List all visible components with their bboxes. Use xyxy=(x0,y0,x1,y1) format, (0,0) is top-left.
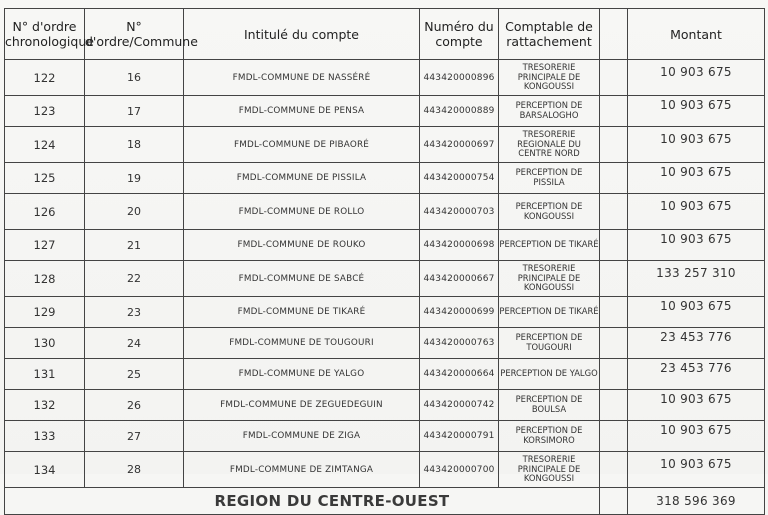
numero-cell: 443420000697 xyxy=(420,127,499,163)
ordre-commune-cell: 24 xyxy=(85,328,184,359)
montant-cell xyxy=(628,60,765,96)
ordre-chronologique-cell: 127 xyxy=(5,230,85,261)
numero-cell: 443420000667 xyxy=(420,261,499,297)
comptable-cell: PERCEPTION DE TIKARÉ xyxy=(499,230,600,261)
table-row xyxy=(5,194,765,230)
region-total-cell: 318 596 369 xyxy=(628,488,765,515)
intitule-cell: FMDL-COMMUNE DE TIKARÉ xyxy=(184,297,420,328)
montant-cell xyxy=(628,328,765,359)
ordre-commune-cell: 20 xyxy=(85,194,184,230)
gap-cell xyxy=(600,328,628,359)
gap-cell xyxy=(600,60,628,96)
comptable-cell: PERCEPTION DE YALGO xyxy=(499,359,600,390)
intitule-cell: FMDL-COMMUNE DE YALGO xyxy=(184,359,420,390)
comptable-cell: PERCEPTION DE KORSIMORO xyxy=(499,421,600,452)
montant-value: 10 903 675 xyxy=(660,131,732,146)
montant-value: 10 903 675 xyxy=(660,299,732,313)
intitule-cell: FMDL-COMMUNE DE SABCÉ xyxy=(184,261,420,297)
ordre-commune-cell: 19 xyxy=(85,163,184,194)
montant-cell xyxy=(628,163,765,194)
region-label-cell xyxy=(5,488,600,515)
montant-cell xyxy=(628,194,765,230)
header-intitule: Intitulé du compte xyxy=(184,9,420,60)
table-row xyxy=(5,421,765,452)
table-row xyxy=(5,96,765,127)
montant-value: 23 453 776 xyxy=(660,330,732,344)
ordre-chronologique-cell: 134 xyxy=(5,452,85,488)
table-row xyxy=(5,163,765,194)
intitule-cell: FMDL-COMMUNE DE ROUKO xyxy=(184,230,420,261)
ordre-chronologique-cell: 131 xyxy=(5,359,85,390)
accounts-table xyxy=(4,8,765,515)
ordre-commune-cell: 26 xyxy=(85,390,184,421)
ordre-chronologique-cell: 125 xyxy=(5,163,85,194)
intitule-cell: FMDL-COMMUNE DE ZIMTANGA xyxy=(184,452,420,488)
gap-cell xyxy=(600,96,628,127)
gap-cell xyxy=(600,194,628,230)
ordre-chronologique-cell: 133 xyxy=(5,421,85,452)
region-total-row xyxy=(5,488,765,515)
montant-cell xyxy=(628,96,765,127)
table-row xyxy=(5,261,765,297)
montant-cell xyxy=(628,127,765,163)
numero-cell: 443420000791 xyxy=(420,421,499,452)
montant-cell xyxy=(628,452,765,488)
region-label: REGION DU CENTRE-OUEST xyxy=(214,492,450,510)
table-body xyxy=(5,60,765,515)
ordre-commune-cell: 27 xyxy=(85,421,184,452)
intitule-cell: FMDL-COMMUNE DE PENSA xyxy=(184,96,420,127)
header-numero: Numéro du compte xyxy=(420,9,499,60)
gap-cell xyxy=(600,452,628,488)
ordre-commune-cell: 17 xyxy=(85,96,184,127)
intitule-cell: FMDL-COMMUNE DE ZEGUEDEGUIN xyxy=(184,390,420,421)
intitule-cell: FMDL-COMMUNE DE ZIGA xyxy=(184,421,420,452)
numero-cell: 443420000889 xyxy=(420,96,499,127)
ordre-chronologique-cell: 132 xyxy=(5,390,85,421)
comptable-cell: PERCEPTION DE KONGOUSSI xyxy=(499,194,600,230)
numero-cell: 443420000754 xyxy=(420,163,499,194)
montant-cell xyxy=(628,297,765,328)
gap-cell xyxy=(600,359,628,390)
ordre-chronologique-cell: 128 xyxy=(5,261,85,297)
ordre-commune-cell: 21 xyxy=(85,230,184,261)
ordre-commune-cell: 16 xyxy=(85,60,184,96)
table-row xyxy=(5,60,765,96)
numero-cell: 443420000664 xyxy=(420,359,499,390)
montant-value: 10 903 675 xyxy=(660,456,732,471)
comptable-cell: PERCEPTION DE BOULSA xyxy=(499,390,600,421)
montant-value: 23 453 776 xyxy=(660,361,732,375)
montant-value: 133 257 310 xyxy=(656,265,736,280)
ordre-commune-cell: 25 xyxy=(85,359,184,390)
montant-cell xyxy=(628,421,765,452)
montant-cell xyxy=(628,390,765,421)
table-row xyxy=(5,127,765,163)
ordre-chronologique-cell: 126 xyxy=(5,194,85,230)
table-row xyxy=(5,328,765,359)
comptable-cell: TRESORERIE PRINCIPALE DE KONGOUSSI xyxy=(499,452,600,488)
intitule-cell: FMDL-COMMUNE DE ROLLO xyxy=(184,194,420,230)
numero-cell: 443420000896 xyxy=(420,60,499,96)
numero-cell: 443420000700 xyxy=(420,452,499,488)
numero-cell: 443420000698 xyxy=(420,230,499,261)
ordre-commune-cell: 23 xyxy=(85,297,184,328)
table-row xyxy=(5,297,765,328)
gap-cell xyxy=(600,421,628,452)
comptable-cell: PERCEPTION DE TIKARÉ xyxy=(499,297,600,328)
montant-cell xyxy=(628,230,765,261)
table-header xyxy=(5,9,765,60)
numero-cell: 443420000742 xyxy=(420,390,499,421)
ordre-chronologique-cell: 124 xyxy=(5,127,85,163)
montant-value: 10 903 675 xyxy=(660,98,732,112)
table-row xyxy=(5,452,765,488)
table-row xyxy=(5,230,765,261)
gap-cell xyxy=(600,390,628,421)
montant-cell xyxy=(628,261,765,297)
comptable-cell: TRESORERIE REGIONALE DU CENTRE NORD xyxy=(499,127,600,163)
numero-cell: 443420000699 xyxy=(420,297,499,328)
gap-cell xyxy=(600,230,628,261)
comptable-cell: TRESORERIE PRINCIPALE DE KONGOUSSI xyxy=(499,60,600,96)
gap-cell xyxy=(600,488,628,515)
montant-value: 10 903 675 xyxy=(660,392,732,406)
ordre-commune-cell: 18 xyxy=(85,127,184,163)
ordre-chronologique-cell: 129 xyxy=(5,297,85,328)
intitule-cell: FMDL-COMMUNE DE PIBAORÉ xyxy=(184,127,420,163)
header-gap xyxy=(600,9,628,60)
header-comptable: Comptable de rattachement xyxy=(499,9,600,60)
comptable-cell: TRESORERIE PRINCIPALE DE KONGOUSSI xyxy=(499,261,600,297)
montant-cell xyxy=(628,359,765,390)
gap-cell xyxy=(600,163,628,194)
header-ordre-commune: N° d'ordre/Commune xyxy=(85,9,184,60)
header-ordre-chronologique: N° d'ordre chronologique xyxy=(5,9,85,60)
gap-cell xyxy=(600,261,628,297)
header-montant: Montant xyxy=(628,9,765,60)
intitule-cell: FMDL-COMMUNE DE PISSILA xyxy=(184,163,420,194)
gap-cell xyxy=(600,297,628,328)
ordre-chronologique-cell: 130 xyxy=(5,328,85,359)
ordre-commune-cell: 22 xyxy=(85,261,184,297)
montant-value: 10 903 675 xyxy=(660,165,732,179)
ordre-chronologique-cell: 123 xyxy=(5,96,85,127)
table-row xyxy=(5,390,765,421)
gap-cell xyxy=(600,127,628,163)
montant-value: 10 903 675 xyxy=(660,423,732,437)
table-row xyxy=(5,359,765,390)
intitule-cell: FMDL-COMMUNE DE TOUGOURI xyxy=(184,328,420,359)
montant-value: 10 903 675 xyxy=(660,198,732,213)
montant-value: 10 903 675 xyxy=(660,64,732,79)
ordre-commune-cell: 28 xyxy=(85,452,184,488)
comptable-cell: PERCEPTION DE PISSILA xyxy=(499,163,600,194)
comptable-cell: PERCEPTION DE TOUGOURI xyxy=(499,328,600,359)
montant-value: 10 903 675 xyxy=(660,232,732,246)
numero-cell: 443420000703 xyxy=(420,194,499,230)
numero-cell: 443420000763 xyxy=(420,328,499,359)
comptable-cell: PERCEPTION DE BARSALOGHO xyxy=(499,96,600,127)
ordre-chronologique-cell: 122 xyxy=(5,60,85,96)
intitule-cell: FMDL-COMMUNE DE NASSÉRÉ xyxy=(184,60,420,96)
